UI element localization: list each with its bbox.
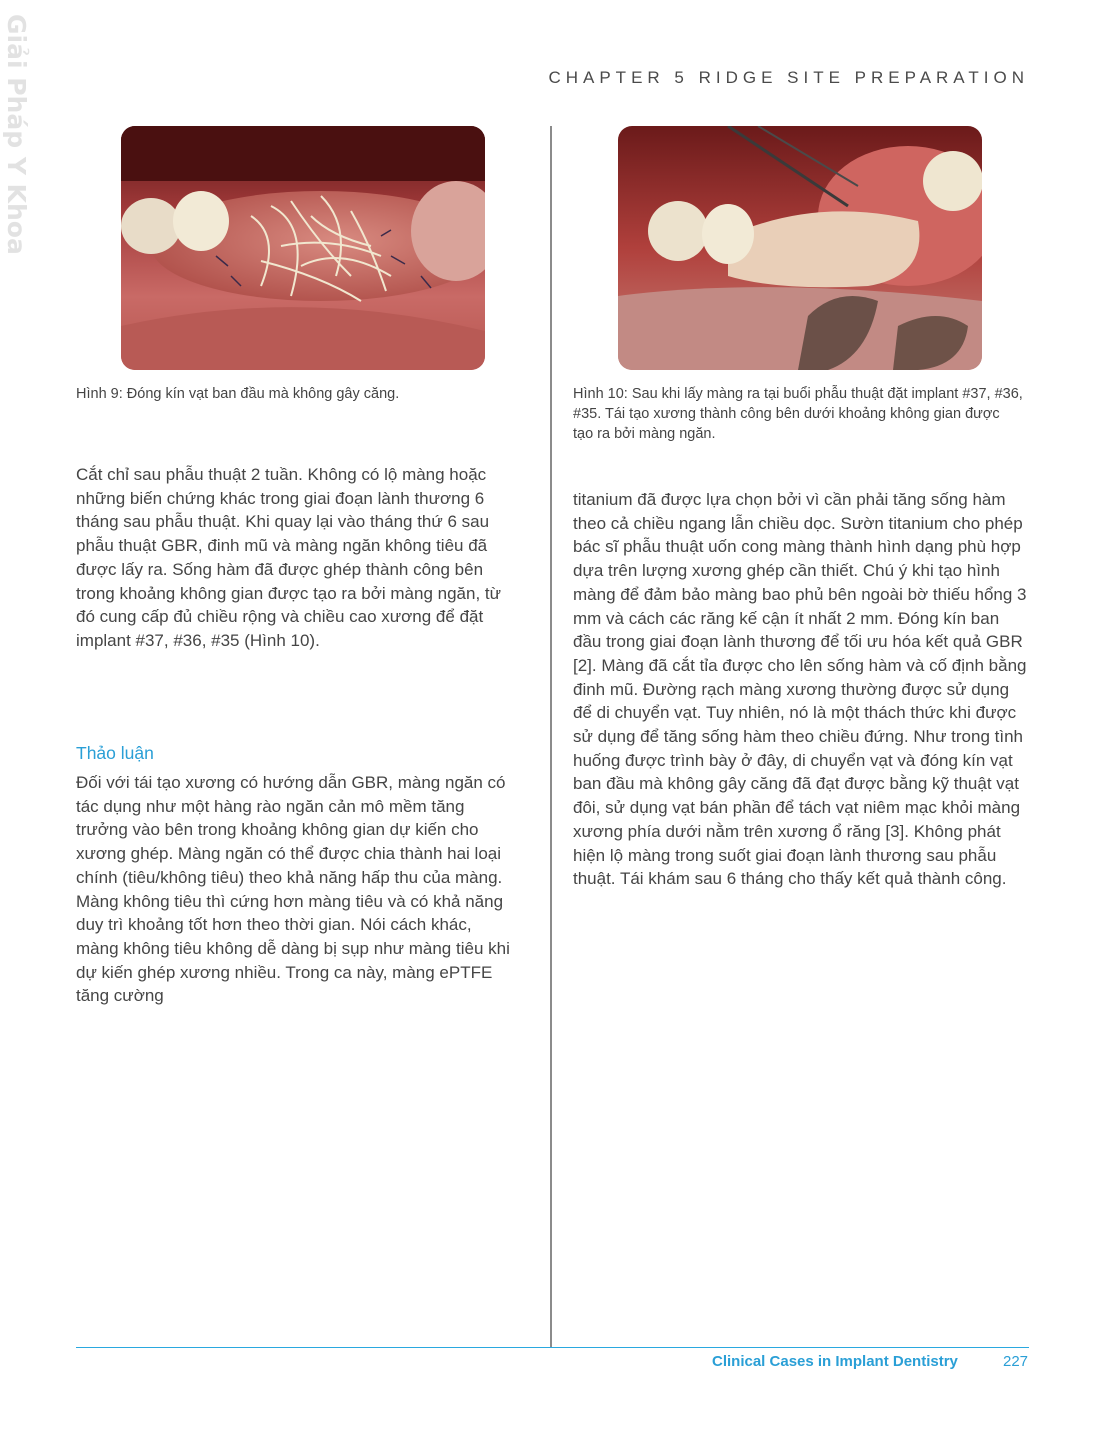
figure-10-caption: Hình 10: Sau khi lấy màng ra tại buổi phẫu thuật đặt implant #37, #36, #35. Tái tạo xương thành công bên dưới khoảng không gian được tạo ra bởi màng ngăn.: [573, 386, 1023, 442]
section-heading-discussion: Thảo luận: [76, 743, 154, 763]
left-paragraph-1: Cắt chỉ sau phẫu thuật 2 tuần. Không có lộ màng hoặc những biến chứng khác trong giai đoạn lành thương 6 tháng sau phẫu thuật. Khi quay lại vào tháng thứ 6 sau phẫu thuật GBR, đinh mũ và màng ngăn không tiêu đã được lấy ra. Sống hàm đã được ghép thành công bên trong khoảng không gian được tạo ra bởi màng ngăn, từ đó cung cấp đủ chiều rộng và chiều cao xương để đặt implant #37, #36, #35 (Hình 10).: [76, 465, 501, 650]
footer-book-title: Clinical Cases in Implant Dentistry: [712, 1353, 958, 1370]
watermark-text: Giải Pháp Y Khoa: [2, 14, 31, 255]
footer-rule: [76, 1347, 1029, 1348]
page-number: 227: [1003, 1353, 1029, 1370]
figure-10-illustration: [618, 126, 982, 370]
figure-9-caption: Hình 9: Đóng kín vạt ban đầu mà không gây căng.: [76, 386, 400, 402]
right-paragraph: titanium đã được lựa chọn bởi vì cần phải tăng sống hàm theo cả chiều ngang lẫn chiều dọc. Sườn titanium cho phép bác sĩ phẫu thuật uốn cong màng thành hình dạng phù hợp dựa trên lượng xương ghép cần thiết. Chú ý khi tạo hình màng để đảm bảo màng bao phủ bên ngoài bờ thiếu hổng 3 mm và cách các răng kế cận ít nhất 2 mm. Đóng kín ban đầu trong giai đoạn lành thương để tối ưu hóa kết quả GBR [2]. Màng đã cắt tỉa được cho lên sống hàm và cố định bằng đinh mũ. Đường rạch màng xương thường được sử dụng để di chuyển vạt. Tuy nhiên, nó là một thách thức khi được sử dụng để tăng sống hàm theo chiều đứng. Như trong tình huống được trình bày ở đây, di chuyển vạt và đóng kín vạt ban đầu mà không gây căng đã đạt được bằng kỹ thuật vạt đôi, sử dụng vạt bán phần để tách vạt niêm mạc khỏi màng xương phía dưới nằm trên xương ổ răng [3]. Không phát hiện lộ màng trong suốt giai đoạn lành thương sau phẫu thuật. Tái khám sau 6 tháng cho thấy kết quả thành công.: [573, 490, 1027, 889]
column-divider: [550, 126, 552, 1348]
left-paragraph-2: Đối với tái tạo xương có hướng dẫn GBR, màng ngăn có tác dụng như một hàng rào ngăn cản mô mềm tăng trưởng vào bên trong khoảng không gian dự kiến cho xương ghép. Màng ngăn có thể được chia thành hai loại chính (tiêu/không tiêu) theo khả năng hấp thu của màng. Màng không tiêu thì cứng hơn màng tiêu và có khả năng duy trì khoảng tốt hơn theo thời gian. Nói cách khác, màng không tiêu không dễ dàng bị sụp như màng tiêu khi dự kiến ghép xương nhiều. Trong ca này, màng ePTFE tăng cường: [76, 773, 510, 1006]
figure-9-illustration: [121, 126, 485, 370]
figure-9-photo: [121, 126, 485, 370]
running-head: CHAPTER 5 RIDGE SITE PREPARATION: [548, 68, 1029, 87]
figure-10-photo: [618, 126, 982, 370]
